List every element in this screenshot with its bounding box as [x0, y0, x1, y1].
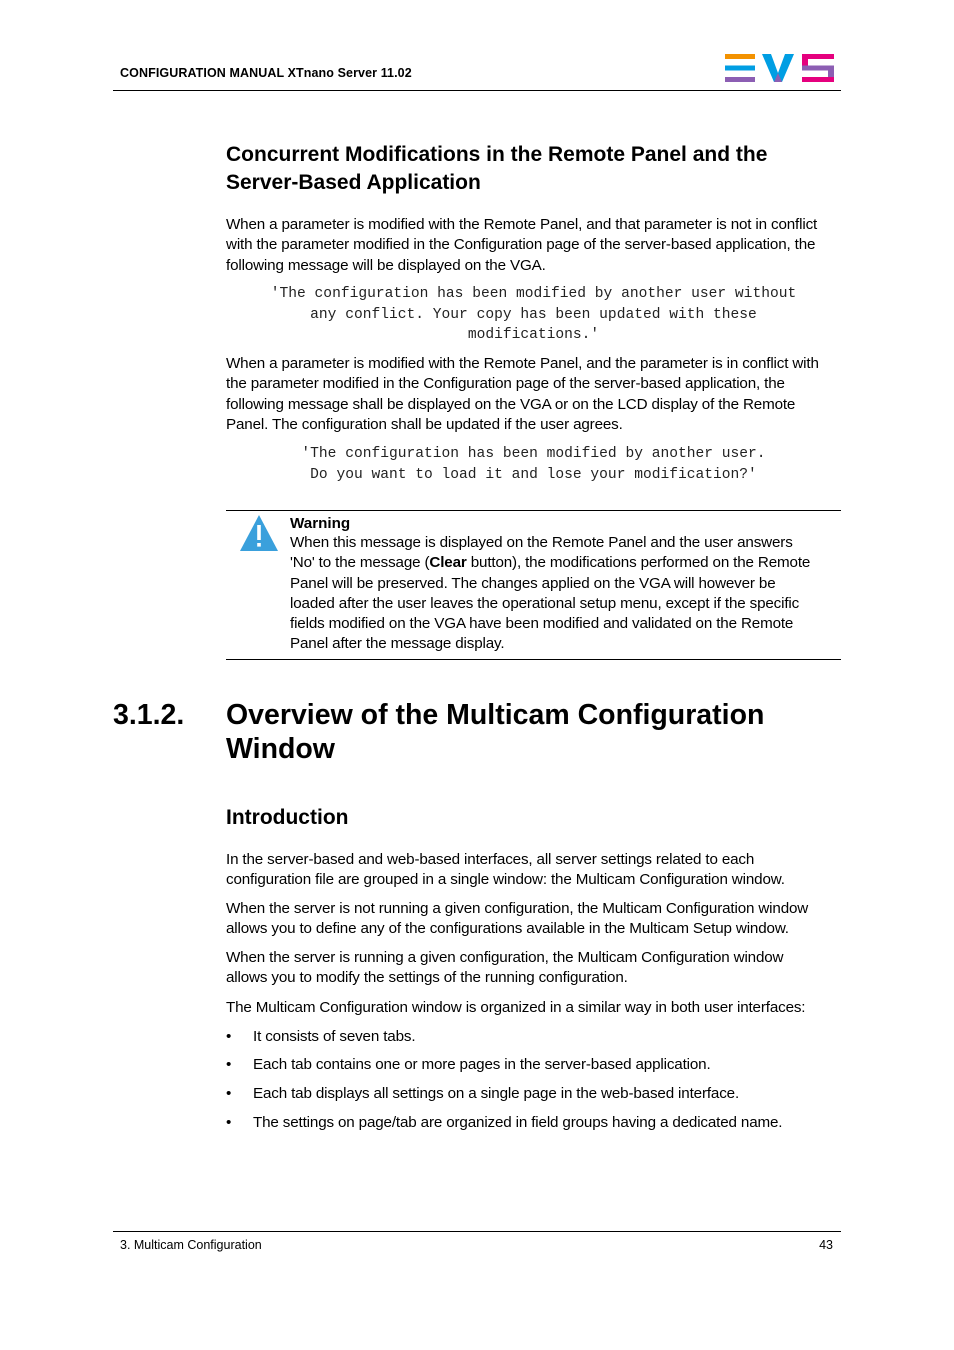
warning-body: When this message is displayed on the Remote Panel and the user answers 'No' to the message (Clear button), the modifications performed on the Remote Panel will be preserved. The changes applied on the VGA will however be loaded after the user leaves the operational setup menu, except if the specific fields modified on the VGA have been modified and validated on the Remote Panel after the message display.	[290, 534, 811, 653]
intro-paragraph-4: The Multicam Configuration window is organized in a similar way in both user interfaces:	[226, 999, 806, 1016]
warning-title: Warning	[290, 515, 351, 532]
message-no-conflict: 'The configuration has been modified by another user without any conflict. Your copy has been updated with these modifications.'	[270, 286, 797, 343]
evs-logo	[725, 54, 835, 82]
section-heading: Concurrent Modifications in the Remote Panel and the Server-Based Application	[226, 143, 768, 194]
intro-paragraph-3: When the server is running a given configuration, the Multicam Configuration window allows you to modify the settings of the running configuration.	[226, 949, 784, 987]
footer-chapter: 3. Multicam Configuration	[120, 1238, 262, 1252]
header-rule	[113, 90, 841, 91]
footer-page-number: 43	[819, 1238, 833, 1252]
intro-paragraph-1: In the server-based and web-based interfaces, all server settings related to each configuration file are grouped in a single window: the Multicam Configuration window.	[226, 851, 785, 889]
warning-top-rule	[226, 510, 841, 511]
paragraph-no-conflict: When a parameter is modified with the Remote Panel, and that parameter is not in conflict with the parameter modified in the Configuration page of the server-based application, the following message will be displayed on the VGA.	[226, 216, 818, 274]
section-title: Overview of the Multicam Configuration Window	[226, 699, 765, 765]
warning-triangle-icon	[239, 514, 279, 552]
footer-rule	[113, 1231, 841, 1232]
intro-paragraph-2: When the server is not running a given configuration, the Multicam Configuration window allows you to define any of the configurations available in the Multicam Setup window.	[226, 900, 809, 938]
manual-title: CONFIGURATION MANUAL XTnano Server 11.02	[120, 66, 412, 80]
subheading-introduction: Introduction	[226, 806, 349, 829]
paragraph-conflict: When a parameter is modified with the Remote Panel, and the parameter is in conflict with the parameter modified in the Configuration page of the server-based application, the following message shall be displayed on the VGA or on the LCD display of the Remote Panel. The configuration shall be updated if the user agrees.	[226, 355, 819, 433]
section-number: 3.1.2.	[113, 699, 185, 731]
warning-bottom-rule	[226, 659, 841, 660]
message-conflict: 'The configuration has been modified by another user. Do you want to load it and lose your modification?'	[301, 446, 766, 483]
clear-button-label: Clear	[429, 554, 467, 572]
